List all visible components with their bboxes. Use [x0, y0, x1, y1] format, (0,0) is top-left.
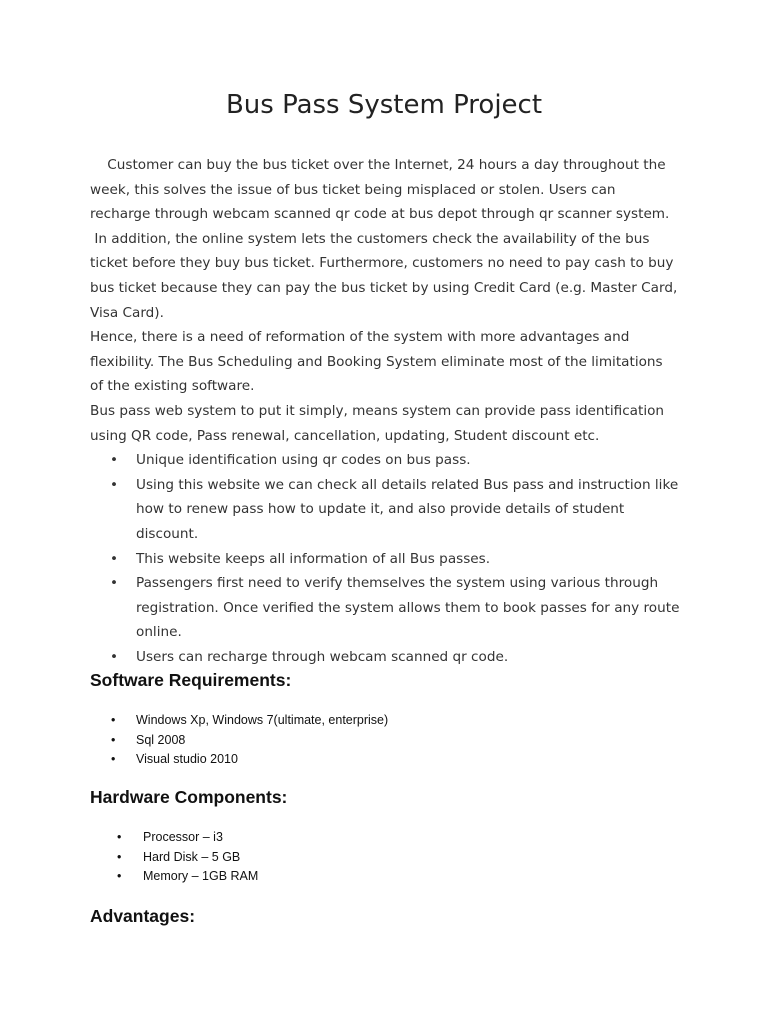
software-item: Windows Xp, Windows 7(ultimate, enterprise) [136, 713, 389, 727]
software-item: Sql 2008 [136, 732, 186, 747]
list-item [90, 645, 680, 670]
list-item [90, 828, 258, 848]
paragraph-addition: In addition, the online system lets the customers check the availability of the bus ticket before they buy bus ticket. Furthermore, customers no need to pay cash to buy bus ticket because they can pay the bus ticket by using Credit Card (e.g. Master Card, Visa Card). [90, 230, 678, 321]
list-item [90, 848, 258, 868]
feature-list [90, 448, 680, 669]
bullet-icon: • [110, 575, 119, 592]
feature-text: This website keeps all information of all Bus passes. [136, 550, 491, 567]
bullet-icon: • [111, 752, 116, 766]
list-item [90, 571, 680, 645]
software-item: Visual studio 2010 [136, 752, 238, 766]
hardware-item: Hard Disk – 5 GB [143, 849, 241, 864]
list-item [90, 473, 680, 547]
list-item [90, 750, 388, 770]
feature-text: Using this website we can check all details related Bus pass and instruction like how to renew pass how to update it, and also provide details of student discount. [136, 476, 679, 542]
bullet-icon: • [110, 648, 119, 665]
hardware-heading: Hardware Components: [90, 787, 288, 807]
bullet-icon: • [111, 713, 116, 727]
list-item [90, 731, 388, 751]
hardware-item: Processor – i3 [143, 830, 223, 844]
paragraph-intro: Customer can buy the bus ticket over the Internet, 24 hours a day throughout the week, this solves the issue of bus ticket being misplaced or stolen. Users can recharge through webcam scanned qr code at bus depot through qr scanner system. [90, 157, 670, 223]
bullet-icon: • [110, 452, 119, 469]
bullet-icon: • [110, 550, 119, 567]
list-item [90, 448, 680, 473]
feature-text: Unique identification using qr codes on bus pass. [136, 452, 471, 469]
feature-text: Users can recharge through webcam scanned qr code. [136, 648, 509, 665]
bullet-icon: • [117, 849, 122, 864]
list-item [90, 547, 680, 572]
hardware-list [90, 828, 258, 887]
feature-text: Passengers first need to verify themselves the system using various through registration. Once verified the system allows them to book passes for any route online. [136, 575, 680, 641]
bullet-icon: • [110, 476, 119, 493]
document-title: Bus Pass System Project [225, 90, 543, 120]
bullet-icon: • [111, 732, 116, 747]
paragraph-reformation: Hence, there is a need of reformation of the system with more advantages and flexibility. The Bus Scheduling and Booking System eliminate most of the limitations of the existing software. [90, 329, 663, 395]
software-heading: Software Requirements: [90, 670, 292, 690]
bullet-icon: • [117, 830, 122, 844]
paragraph-web-system: Bus pass web system to put it simply, means system can provide pass identification using QR code, Pass renewal, cancellation, updating, Student discount etc. [90, 402, 665, 444]
list-item [90, 867, 258, 887]
advantages-heading: Advantages: [90, 906, 196, 926]
hardware-item: Memory – 1GB RAM [143, 869, 259, 883]
list-item [90, 711, 388, 731]
software-list [90, 711, 388, 770]
bullet-icon: • [117, 869, 122, 883]
intro-body [90, 153, 680, 669]
